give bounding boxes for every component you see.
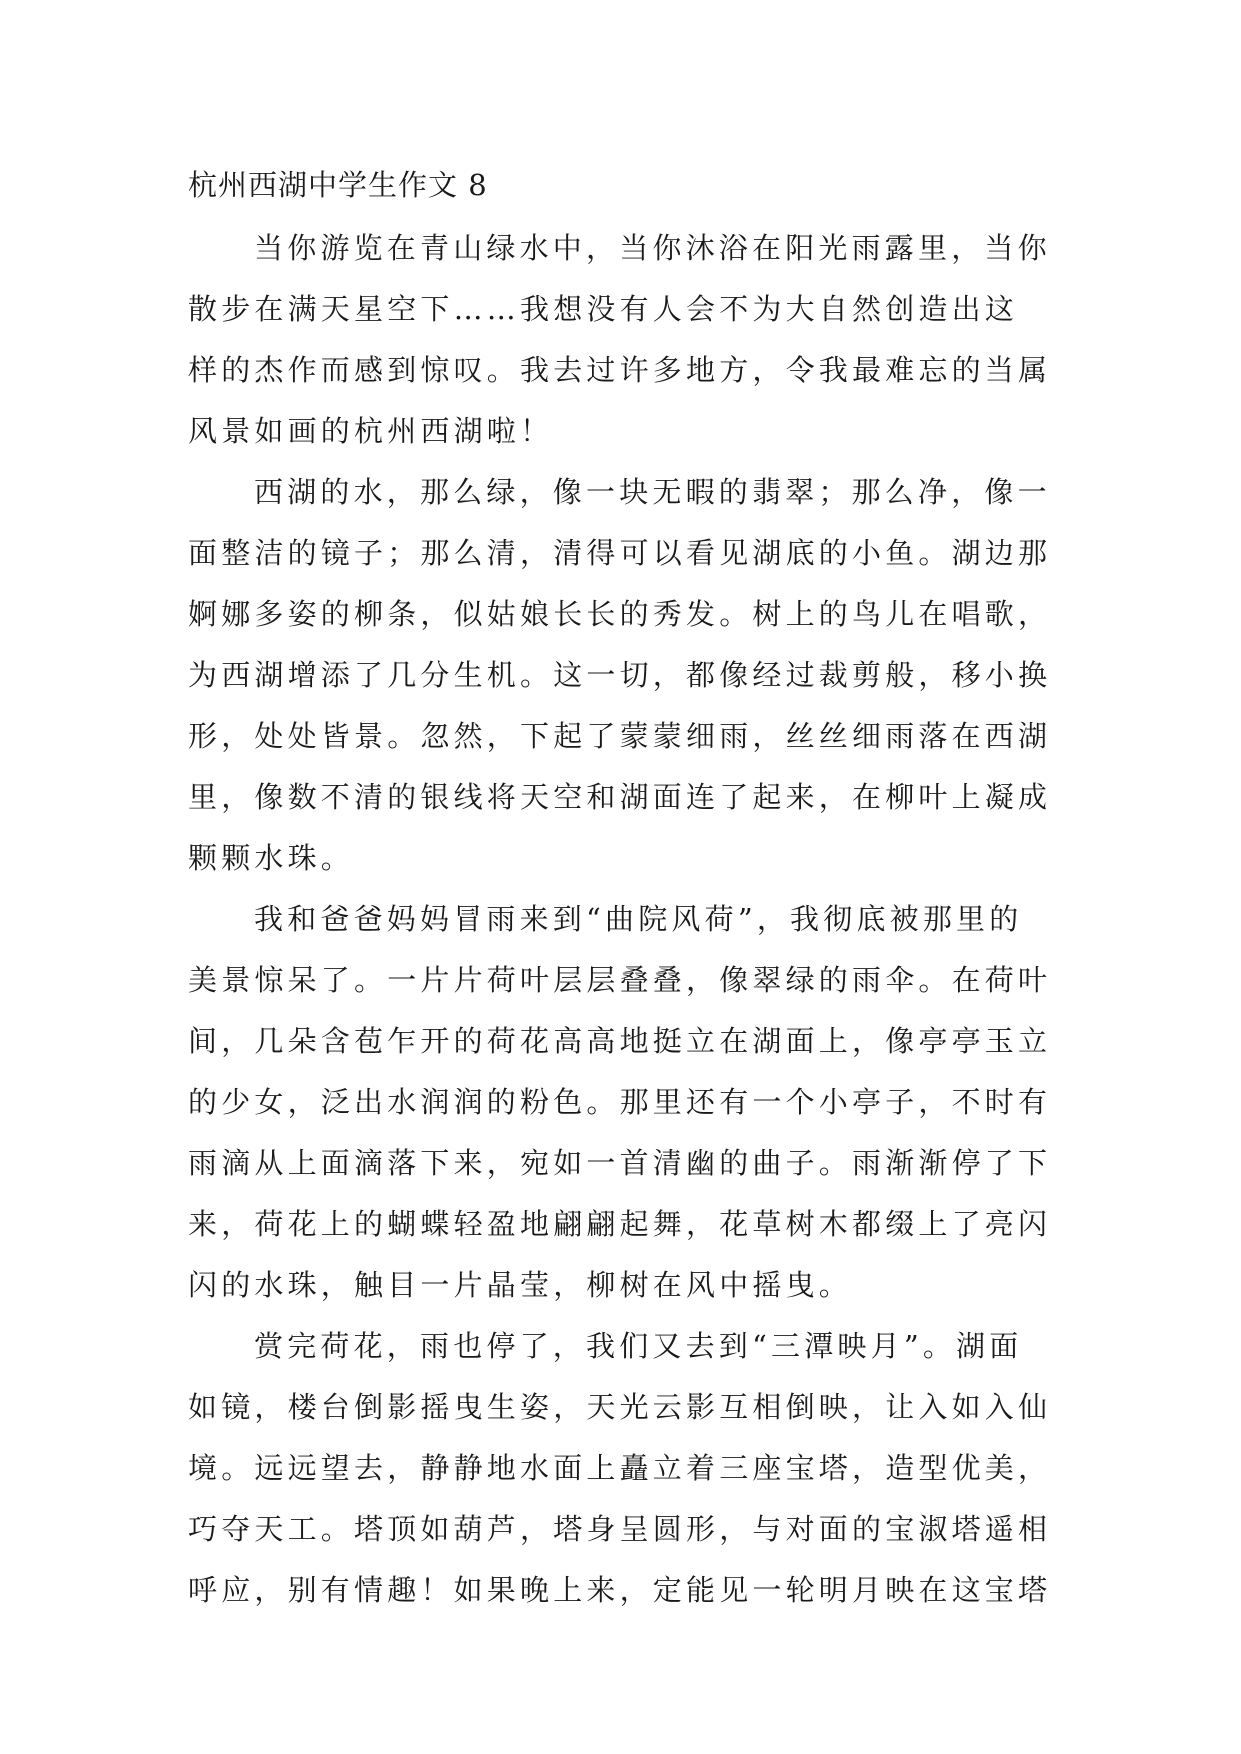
paragraph-2 [188,462,1050,889]
text-line: 形，处处皆景。忽然，下起了蒙蒙细雨，丝丝细雨落在西湖 [188,719,1052,753]
text-line: 的少女，泛出水润润的粉色。那里还有一个小亭子，不时有 [188,1085,1052,1119]
paragraph-3 [188,889,1050,1316]
document-title: 杭州西湖中学生作文 8 [188,168,488,202]
text-line: 颗颗水珠。 [188,841,355,875]
text-line: 巧夺天工。塔顶如葫芦，塔身呈圆形，与对面的宝淑塔遥相 [188,1512,1052,1546]
text-line: 面整洁的镜子；那么清，清得可以看见湖底的小鱼。湖边那 [188,536,1052,570]
text-line: 境。远远望去，静静地水面上矗立着三座宝塔，造型优美， [188,1451,1052,1485]
text-line: 婀娜多姿的柳条，似姑娘长长的秀发。树上的鸟儿在唱歌， [188,597,1052,631]
text-line: 美景惊呆了。一片片荷叶层层叠叠，像翠绿的雨伞。在荷叶 [188,963,1052,997]
document-body [188,218,1050,1621]
text-line: 风景如画的杭州西湖啦！ [188,414,554,448]
text-line: 雨滴从上面滴落下来，宛如一首清幽的曲子。雨渐渐停了下 [188,1146,1052,1180]
text-line: 为西湖增添了几分生机。这一切，都像经过裁剪般，移小换 [188,658,1052,692]
text-line: 西湖的水，那么绿，像一块无暇的翡翠；那么净，像一 [254,475,1051,509]
text-line: 来，荷花上的蝴蝶轻盈地翩翩起舞，花草树木都缀上了亮闪 [188,1207,1052,1241]
text-line: 当你游览在青山绿水中，当你沐浴在阳光雨露里，当你 [254,231,1051,265]
text-line: 里，像数不清的银线将天空和湖面连了起来，在柳叶上凝成 [188,780,1052,814]
text-line: 如镜，楼台倒影摇曳生姿，天光云影互相倒映，让入如入仙 [188,1390,1052,1424]
text-line: 赏完荷花，雨也停了，我们又去到“三潭映月”。湖面 [254,1329,1023,1363]
text-line: 呼应，别有情趣！如果晚上来，定能见一轮明月映在这宝塔 [188,1573,1052,1607]
text-line: 闪的水珠，触目一片晶莹，柳树在风中摇曳。 [188,1268,853,1302]
text-line: 散步在满天星空下……我想没有人会不为大自然创造出这 [188,292,1019,326]
text-line: 我和爸爸妈妈冒雨来到“曲院风荷”，我彻底被那里的 [254,902,1023,936]
text-line: 样的杰作而感到惊叹。我去过许多地方，令我最难忘的当属 [188,353,1052,387]
text-line: 间，几朵含苞乍开的荷花高高地挺立在湖面上，像亭亭玉立 [188,1024,1052,1058]
paragraph-4 [188,1316,1050,1621]
paragraph-1 [188,218,1050,462]
